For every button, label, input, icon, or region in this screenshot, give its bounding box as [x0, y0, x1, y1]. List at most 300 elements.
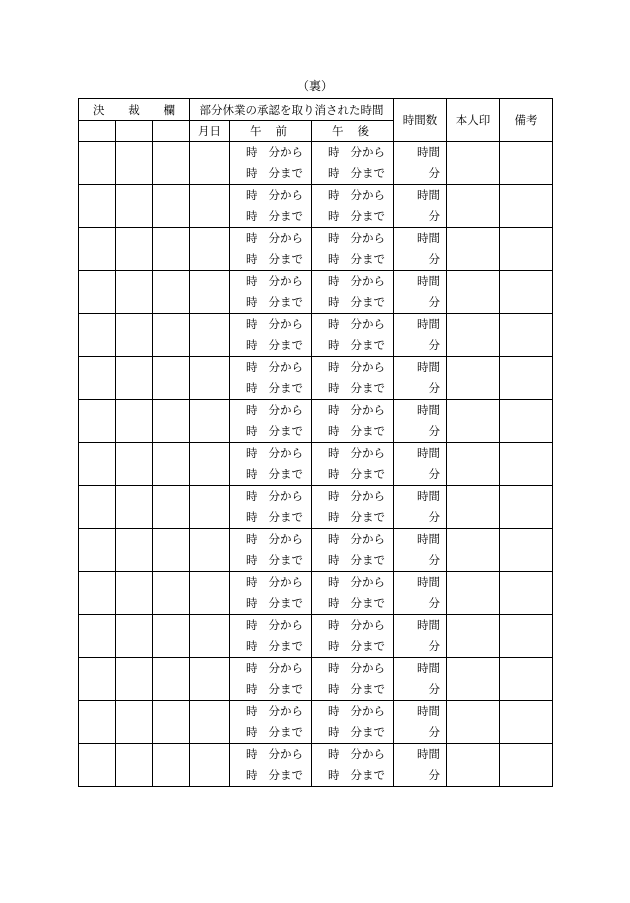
hour-unit: 時	[328, 682, 340, 696]
hour-unit: 時	[246, 618, 258, 632]
table-row	[79, 228, 553, 271]
hours-unit: 時間	[417, 188, 440, 202]
table-row	[79, 357, 553, 400]
pm-time-cell[interactable]	[312, 185, 394, 228]
am-label-1: 午	[250, 124, 262, 138]
approval-cell-1[interactable]	[79, 443, 116, 486]
seal-cell[interactable]	[447, 400, 500, 443]
approval-stamp-box-2[interactable]	[116, 121, 153, 142]
hour-unit: 時	[246, 467, 258, 481]
hours-cell[interactable]	[394, 615, 447, 658]
remarks-cell[interactable]	[500, 314, 553, 357]
hours-cell[interactable]	[394, 228, 447, 271]
approval-cell-1[interactable]	[79, 572, 116, 615]
hour-unit: 時	[246, 317, 258, 331]
table-row	[79, 185, 553, 228]
hour-unit: 時	[246, 209, 258, 223]
approval-cell-2[interactable]	[116, 529, 153, 572]
hours-unit: 時間	[417, 231, 440, 245]
remarks-cell[interactable]	[500, 615, 553, 658]
approval-cell-2[interactable]	[116, 142, 153, 185]
approval-cell-1[interactable]	[79, 314, 116, 357]
remarks-cell[interactable]	[500, 658, 553, 701]
minutes-unit: 分	[428, 424, 440, 438]
date-cell[interactable]	[190, 615, 230, 658]
date-cell[interactable]	[190, 529, 230, 572]
seal-cell[interactable]	[447, 228, 500, 271]
approval-cell-3[interactable]	[153, 314, 190, 357]
hour-unit: 時	[328, 618, 340, 632]
remarks-cell[interactable]	[500, 744, 553, 787]
approval-cell-3[interactable]	[153, 615, 190, 658]
approval-cell-1[interactable]	[79, 185, 116, 228]
hours-cell[interactable]	[394, 357, 447, 400]
pm-time-cell[interactable]	[312, 443, 394, 486]
pm-time-cell[interactable]	[312, 529, 394, 572]
pm-time-cell[interactable]	[312, 615, 394, 658]
table-row	[79, 658, 553, 701]
pm-time-cell[interactable]	[312, 228, 394, 271]
hours-unit: 時間	[417, 618, 440, 632]
remarks-cell[interactable]	[500, 271, 553, 314]
pm-time-cell[interactable]	[312, 701, 394, 744]
minute-from-unit: 分から	[350, 317, 385, 331]
hour-unit: 時	[246, 639, 258, 653]
seal-cell[interactable]	[447, 357, 500, 400]
minute-to-unit: 分まで	[350, 682, 385, 696]
date-cell[interactable]	[190, 443, 230, 486]
minute-from-unit: 分から	[350, 704, 385, 718]
approval-header	[79, 99, 190, 121]
am-time-cell[interactable]	[230, 443, 312, 486]
cancelled-section-header: 部分休業の承認を取り消された時間	[190, 99, 394, 121]
remarks-cell[interactable]	[500, 400, 553, 443]
remarks-cell[interactable]	[500, 142, 553, 185]
approval-cell-3[interactable]	[153, 529, 190, 572]
hour-unit: 時	[246, 381, 258, 395]
remarks-cell[interactable]	[500, 185, 553, 228]
am-time-cell[interactable]	[230, 228, 312, 271]
hours-cell[interactable]	[394, 744, 447, 787]
date-cell[interactable]	[190, 486, 230, 529]
minute-from-unit: 分から	[350, 231, 385, 245]
approval-stamp-box-3[interactable]	[153, 121, 190, 142]
approval-cell-2[interactable]	[116, 228, 153, 271]
minute-from-unit: 分から	[350, 489, 385, 503]
approval-cell-3[interactable]	[153, 142, 190, 185]
date-cell[interactable]	[190, 314, 230, 357]
approval-cell-1[interactable]	[79, 228, 116, 271]
approval-cell-2[interactable]	[116, 615, 153, 658]
minute-from-unit: 分から	[268, 403, 303, 417]
table-row	[79, 744, 553, 787]
approval-label-1: 決	[93, 102, 105, 117]
hour-unit: 時	[246, 274, 258, 288]
table-row	[79, 486, 553, 529]
table-row	[79, 529, 553, 572]
hours-cell[interactable]	[394, 443, 447, 486]
hour-unit: 時	[328, 360, 340, 374]
hour-unit: 時	[246, 725, 258, 739]
approval-cell-2[interactable]	[116, 271, 153, 314]
approval-cell-1[interactable]	[79, 486, 116, 529]
cancelled-leave-table	[78, 98, 553, 787]
hour-unit: 時	[246, 360, 258, 374]
minute-from-unit: 分から	[268, 231, 303, 245]
date-cell[interactable]	[190, 572, 230, 615]
am-time-cell[interactable]	[230, 615, 312, 658]
table-row	[79, 615, 553, 658]
hours-unit: 時間	[417, 489, 440, 503]
pm-time-cell[interactable]	[312, 271, 394, 314]
remarks-cell[interactable]	[500, 228, 553, 271]
date-cell[interactable]	[190, 185, 230, 228]
approval-cell-1[interactable]	[79, 615, 116, 658]
hours-unit: 時間	[417, 446, 440, 460]
table-row	[79, 443, 553, 486]
hours-unit: 時間	[417, 747, 440, 761]
approval-cell-1[interactable]	[79, 701, 116, 744]
hour-unit: 時	[328, 209, 340, 223]
minute-from-unit: 分から	[268, 360, 303, 374]
minute-from-unit: 分から	[350, 360, 385, 374]
hour-unit: 時	[328, 252, 340, 266]
seal-cell[interactable]	[447, 314, 500, 357]
approval-cell-2[interactable]	[116, 744, 153, 787]
minute-from-unit: 分から	[350, 274, 385, 288]
minutes-unit: 分	[428, 209, 440, 223]
seal-cell[interactable]	[447, 701, 500, 744]
minute-to-unit: 分まで	[350, 209, 385, 223]
approval-cell-3[interactable]	[153, 701, 190, 744]
minutes-unit: 分	[428, 381, 440, 395]
approval-cell-3[interactable]	[153, 572, 190, 615]
hours-unit: 時間	[417, 360, 440, 374]
minute-to-unit: 分まで	[268, 510, 303, 524]
approval-cell-2[interactable]	[116, 701, 153, 744]
approval-cell-3[interactable]	[153, 658, 190, 701]
pm-time-cell[interactable]	[312, 357, 394, 400]
pm-time-cell[interactable]	[312, 658, 394, 701]
approval-cell-3[interactable]	[153, 486, 190, 529]
approval-cell-1[interactable]	[79, 142, 116, 185]
minute-from-unit: 分から	[268, 317, 303, 331]
date-cell[interactable]	[190, 701, 230, 744]
approval-label-3: 欄	[163, 102, 175, 117]
table-row	[79, 314, 553, 357]
am-time-cell[interactable]	[230, 701, 312, 744]
am-time-cell[interactable]	[230, 314, 312, 357]
minute-to-unit: 分まで	[268, 639, 303, 653]
minute-to-unit: 分まで	[268, 166, 303, 180]
hour-unit: 時	[246, 446, 258, 460]
minute-to-unit: 分まで	[350, 510, 385, 524]
hour-unit: 時	[328, 661, 340, 675]
hour-unit: 時	[328, 704, 340, 718]
table-row	[79, 142, 553, 185]
minute-to-unit: 分まで	[350, 252, 385, 266]
minute-from-unit: 分から	[268, 274, 303, 288]
hour-unit: 時	[246, 489, 258, 503]
approval-cell-3[interactable]	[153, 443, 190, 486]
hour-unit: 時	[246, 704, 258, 718]
minute-to-unit: 分まで	[350, 768, 385, 782]
hour-unit: 時	[328, 510, 340, 524]
hour-unit: 時	[246, 403, 258, 417]
hour-unit: 時	[328, 489, 340, 503]
hour-unit: 時	[328, 381, 340, 395]
remarks-cell[interactable]	[500, 443, 553, 486]
hour-unit: 時	[328, 575, 340, 589]
hour-unit: 時	[246, 596, 258, 610]
approval-cell-2[interactable]	[116, 314, 153, 357]
approval-stamp-box-1[interactable]	[79, 121, 116, 142]
am-time-cell[interactable]	[230, 744, 312, 787]
hour-unit: 時	[246, 338, 258, 352]
hour-unit: 時	[246, 188, 258, 202]
minutes-unit: 分	[428, 682, 440, 696]
approval-cell-3[interactable]	[153, 185, 190, 228]
approval-cell-2[interactable]	[116, 658, 153, 701]
hours-cell[interactable]	[394, 572, 447, 615]
minute-to-unit: 分まで	[268, 295, 303, 309]
seal-cell[interactable]	[447, 658, 500, 701]
minute-from-unit: 分から	[350, 145, 385, 159]
minute-from-unit: 分から	[268, 446, 303, 460]
hour-unit: 時	[246, 747, 258, 761]
hours-unit: 時間	[417, 317, 440, 331]
hour-unit: 時	[246, 510, 258, 524]
approval-cell-3[interactable]	[153, 357, 190, 400]
hours-header: 時間数	[394, 99, 447, 142]
hour-unit: 時	[328, 188, 340, 202]
minutes-unit: 分	[428, 166, 440, 180]
hour-unit: 時	[246, 231, 258, 245]
seal-cell[interactable]	[447, 443, 500, 486]
minutes-unit: 分	[428, 252, 440, 266]
pm-label-1: 午	[332, 124, 344, 138]
pm-time-cell[interactable]	[312, 486, 394, 529]
am-time-cell[interactable]	[230, 486, 312, 529]
pm-time-cell[interactable]	[312, 400, 394, 443]
minute-from-unit: 分から	[350, 446, 385, 460]
seal-cell[interactable]	[447, 142, 500, 185]
hour-unit: 時	[328, 403, 340, 417]
minute-to-unit: 分まで	[350, 596, 385, 610]
hour-unit: 時	[246, 553, 258, 567]
hour-unit: 時	[246, 682, 258, 696]
minute-from-unit: 分から	[350, 661, 385, 675]
minute-from-unit: 分から	[268, 618, 303, 632]
hour-unit: 時	[246, 295, 258, 309]
minute-from-unit: 分から	[350, 618, 385, 632]
am-time-cell[interactable]	[230, 400, 312, 443]
hours-cell[interactable]	[394, 314, 447, 357]
date-cell[interactable]	[190, 271, 230, 314]
seal-cell[interactable]	[447, 185, 500, 228]
approval-cell-2[interactable]	[116, 185, 153, 228]
approval-cell-1[interactable]	[79, 271, 116, 314]
am-time-cell[interactable]	[230, 271, 312, 314]
approval-cell-2[interactable]	[116, 400, 153, 443]
approval-cell-1[interactable]	[79, 744, 116, 787]
hour-unit: 時	[328, 424, 340, 438]
minute-to-unit: 分まで	[350, 639, 385, 653]
hour-unit: 時	[328, 467, 340, 481]
date-cell[interactable]	[190, 357, 230, 400]
minute-to-unit: 分まで	[268, 768, 303, 782]
hour-unit: 時	[246, 424, 258, 438]
hours-unit: 時間	[417, 274, 440, 288]
seal-cell[interactable]	[447, 271, 500, 314]
minute-from-unit: 分から	[350, 532, 385, 546]
approval-cell-3[interactable]	[153, 271, 190, 314]
hours-cell[interactable]	[394, 529, 447, 572]
approval-cell-2[interactable]	[116, 572, 153, 615]
minute-to-unit: 分まで	[268, 209, 303, 223]
pm-time-cell[interactable]	[312, 572, 394, 615]
minute-from-unit: 分から	[268, 188, 303, 202]
pm-time-cell[interactable]	[312, 142, 394, 185]
minutes-unit: 分	[428, 639, 440, 653]
hour-unit: 時	[328, 295, 340, 309]
am-time-cell[interactable]	[230, 142, 312, 185]
approval-cell-3[interactable]	[153, 744, 190, 787]
minute-to-unit: 分まで	[350, 553, 385, 567]
approval-cell-1[interactable]	[79, 658, 116, 701]
am-time-cell[interactable]	[230, 185, 312, 228]
minutes-unit: 分	[428, 295, 440, 309]
hours-cell[interactable]	[394, 271, 447, 314]
approval-cell-3[interactable]	[153, 228, 190, 271]
minutes-unit: 分	[428, 768, 440, 782]
date-cell[interactable]	[190, 228, 230, 271]
hours-unit: 時間	[417, 532, 440, 546]
seal-cell[interactable]	[447, 615, 500, 658]
minutes-unit: 分	[428, 338, 440, 352]
minute-to-unit: 分まで	[268, 252, 303, 266]
am-time-cell[interactable]	[230, 529, 312, 572]
minute-from-unit: 分から	[350, 747, 385, 761]
approval-cell-2[interactable]	[116, 357, 153, 400]
minute-from-unit: 分から	[350, 575, 385, 589]
remarks-cell[interactable]	[500, 357, 553, 400]
hours-cell[interactable]	[394, 185, 447, 228]
hour-unit: 時	[246, 252, 258, 266]
approval-cell-2[interactable]	[116, 486, 153, 529]
hour-unit: 時	[328, 317, 340, 331]
remarks-header: 備考	[500, 99, 553, 142]
minute-from-unit: 分から	[268, 747, 303, 761]
hours-cell[interactable]	[394, 486, 447, 529]
hour-unit: 時	[328, 639, 340, 653]
minute-from-unit: 分から	[350, 188, 385, 202]
minute-to-unit: 分まで	[350, 424, 385, 438]
hour-unit: 時	[246, 575, 258, 589]
minute-to-unit: 分まで	[350, 467, 385, 481]
date-cell[interactable]	[190, 744, 230, 787]
hour-unit: 時	[246, 768, 258, 782]
date-header: 月日	[190, 121, 230, 142]
hour-unit: 時	[328, 446, 340, 460]
seal-cell[interactable]	[447, 529, 500, 572]
date-cell[interactable]	[190, 400, 230, 443]
hour-unit: 時	[328, 145, 340, 159]
pm-label-2: 後	[357, 124, 369, 138]
remarks-cell[interactable]	[500, 572, 553, 615]
date-cell[interactable]	[190, 142, 230, 185]
table-row	[79, 271, 553, 314]
am-time-cell[interactable]	[230, 357, 312, 400]
pm-time-cell[interactable]	[312, 744, 394, 787]
seal-cell[interactable]	[447, 744, 500, 787]
pm-header	[312, 121, 394, 142]
table-row	[79, 400, 553, 443]
hours-cell[interactable]	[394, 400, 447, 443]
hour-unit: 時	[328, 725, 340, 739]
seal-cell[interactable]	[447, 486, 500, 529]
hour-unit: 時	[328, 231, 340, 245]
date-cell[interactable]	[190, 658, 230, 701]
hour-unit: 時	[328, 768, 340, 782]
approval-cell-1[interactable]	[79, 400, 116, 443]
minute-from-unit: 分から	[268, 489, 303, 503]
remarks-cell[interactable]	[500, 486, 553, 529]
hours-unit: 時間	[417, 575, 440, 589]
am-label-2: 前	[275, 124, 287, 138]
am-time-cell[interactable]	[230, 572, 312, 615]
seal-cell[interactable]	[447, 572, 500, 615]
hours-cell[interactable]	[394, 701, 447, 744]
minute-to-unit: 分まで	[350, 166, 385, 180]
hour-unit: 時	[246, 532, 258, 546]
hours-cell[interactable]	[394, 658, 447, 701]
am-header	[230, 121, 312, 142]
page-title: （裏）	[296, 79, 333, 93]
am-time-cell[interactable]	[230, 658, 312, 701]
minute-to-unit: 分まで	[350, 725, 385, 739]
hours-unit: 時間	[417, 661, 440, 675]
approval-cell-2[interactable]	[116, 443, 153, 486]
table-row	[79, 701, 553, 744]
pm-time-cell[interactable]	[312, 314, 394, 357]
approval-cell-1[interactable]	[79, 529, 116, 572]
minute-to-unit: 分まで	[350, 295, 385, 309]
minute-to-unit: 分まで	[268, 381, 303, 395]
approval-cell-3[interactable]	[153, 400, 190, 443]
hours-unit: 時間	[417, 704, 440, 718]
minutes-unit: 分	[428, 553, 440, 567]
minute-from-unit: 分から	[350, 403, 385, 417]
hour-unit: 時	[328, 553, 340, 567]
remarks-cell[interactable]	[500, 701, 553, 744]
minute-from-unit: 分から	[268, 145, 303, 159]
minute-from-unit: 分から	[268, 532, 303, 546]
approval-cell-1[interactable]	[79, 357, 116, 400]
hour-unit: 時	[328, 338, 340, 352]
minute-to-unit: 分まで	[350, 338, 385, 352]
minutes-unit: 分	[428, 596, 440, 610]
minute-from-unit: 分から	[268, 575, 303, 589]
minute-from-unit: 分から	[268, 704, 303, 718]
minute-to-unit: 分まで	[268, 553, 303, 567]
minute-to-unit: 分まで	[268, 682, 303, 696]
hour-unit: 時	[328, 747, 340, 761]
minutes-unit: 分	[428, 725, 440, 739]
minute-to-unit: 分まで	[268, 424, 303, 438]
hours-cell[interactable]	[394, 142, 447, 185]
remarks-cell[interactable]	[500, 529, 553, 572]
